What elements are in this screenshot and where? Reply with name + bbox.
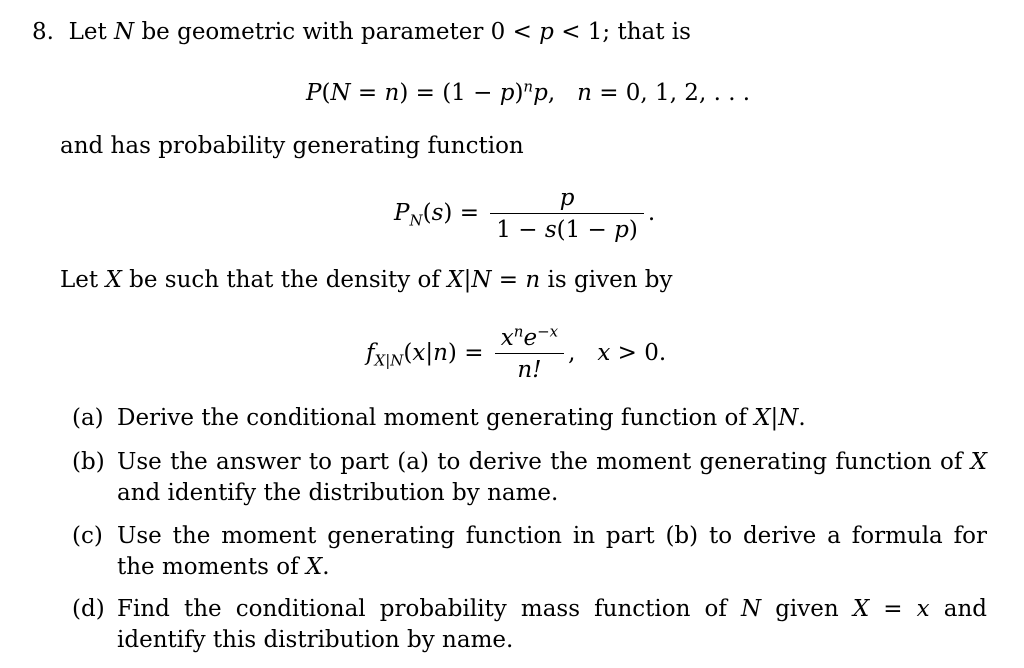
part-b-text: Use the answer to part (a) to derive the moment generating function of X and identify the distribution by name.	[117, 449, 987, 506]
part-d-text: Find the conditional probability mass function of N given X = x and identify this distribution by name.	[117, 596, 988, 653]
part-c-text: Use the moment generating function in part (b) to derive a formula for the moments of X.	[117, 523, 987, 580]
pgf-numerator: p	[490, 183, 644, 214]
part-b-label: (b)	[72, 449, 105, 475]
pgf-intro: and has probability generating function	[60, 133, 524, 159]
part-d-label: (d)	[72, 596, 105, 622]
part-c-label: (c)	[72, 523, 103, 549]
density-intro: Let X be such that the density of X|N = n is given by	[60, 267, 673, 293]
density-equation: $f_{X|N}(x|n)$ = $\frac{x^ne^{-x}}{n!}$ , x > 0.	[366, 318, 666, 388]
pgf-denominator: 1 − s(1 − p)	[496, 216, 638, 243]
density-numerator: $x^ne^{-x}$	[495, 323, 564, 354]
pgf-equation: $P_N(s)$ = $\frac{p}{1 - s(1 - p)}$ .	[394, 178, 655, 248]
problem-intro-text: Let N be geometric with parameter 0 < p < 1; that is	[61, 19, 691, 45]
problem-number: 8.	[32, 19, 54, 45]
part-a-label: (a)	[72, 405, 104, 431]
pgf-fraction	[490, 183, 644, 246]
density-fraction	[495, 323, 564, 386]
part-a-text: Derive the conditional moment generating function of X|N.	[117, 405, 806, 431]
pmf-equation: $P(N = n) = (1 - p)^np$, n = 0, 1, 2, . . .	[306, 77, 751, 106]
density-denominator: n!	[517, 356, 542, 383]
problem-intro	[32, 18, 691, 46]
